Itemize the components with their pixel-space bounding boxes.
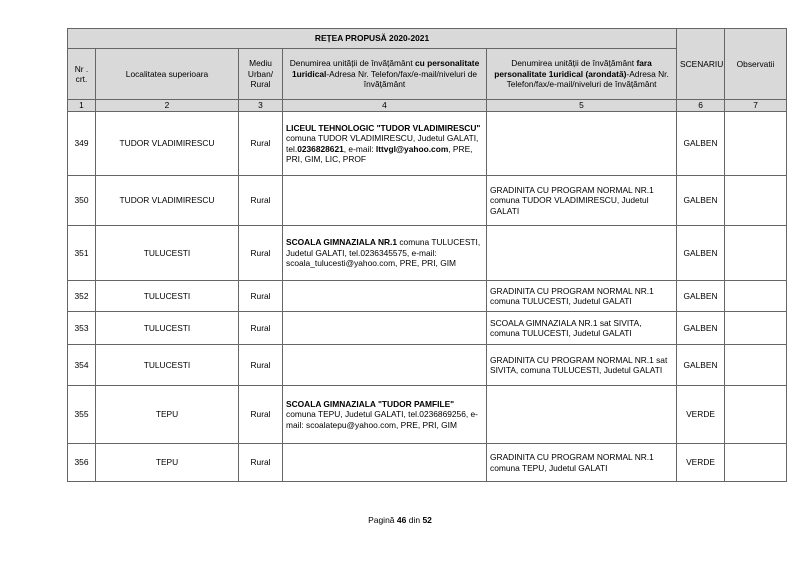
table-row [68, 176, 787, 226]
table-row [68, 386, 787, 444]
unit-with-pj-name: SCOALA GIMNAZIALA NR.1 [286, 237, 398, 248]
title-row [68, 29, 787, 49]
row-number: 351 [68, 226, 96, 281]
column-number: 2 [96, 100, 239, 112]
column-number-row [68, 100, 787, 112]
header-unit-without-pj-pre: Denumirea unității de învățământ [511, 58, 637, 69]
row-observatii [725, 176, 787, 226]
table-row [68, 345, 787, 386]
unit-with-pj-address: comuna TULUCESTI, Judetul GALATI, tel.0236345575, e-mail: scoala_tulucesti@yahoo.com, PRE, PRI, GIM [286, 237, 481, 269]
row-number: 356 [68, 444, 96, 482]
column-number: 4 [283, 100, 487, 112]
row-localitate: TULUCESTI [96, 312, 239, 345]
table-row [68, 312, 787, 345]
row-localitate: TUDOR VLADIMIRESCU [96, 112, 239, 176]
row-observatii [725, 112, 787, 176]
row-localitate: TUDOR VLADIMIRESCU [96, 176, 239, 226]
row-observatii [725, 444, 787, 482]
header-unit-without-pj-bold1: fara [636, 58, 652, 69]
unit-with-pj-levels: , PRE, PRI, GIM, LIC, PROF [286, 143, 473, 164]
row-unit-without-pj: GRADINITA CU PROGRAM NORMAL NR.1 sat SIVITA, comuna TULUCESTI, Judetul GALATI [487, 345, 677, 386]
footer-prefix: Pagină [368, 515, 397, 525]
row-mediu: Rural [239, 112, 283, 176]
row-unit-without-pj: GRADINITA CU PROGRAM NORMAL NR.1 comuna TUDOR VLADIMIRESCU, Judetul GALATI [487, 176, 677, 226]
footer-middle: din [406, 515, 423, 525]
row-unit-with-pj [283, 444, 487, 482]
unit-with-pj-email-label: , e-mail: [343, 143, 376, 154]
header-unit-with-pj-bold2: personalitate 1uridical [291, 58, 480, 79]
school-network-table [67, 28, 787, 482]
row-unit-without-pj [487, 226, 677, 281]
row-unit-with-pj [283, 312, 487, 345]
row-observatii [725, 386, 787, 444]
row-unit-without-pj [487, 386, 677, 444]
unit-with-pj-name: LICEUL TEHNOLOGIC "TUDOR VLADIMIRESCU" [286, 122, 481, 133]
unit-with-pj-email: lttvgl@yahoo.com [375, 143, 449, 154]
header-localitate: Localitatea superioara [96, 49, 239, 100]
row-unit-with-pj [283, 226, 487, 281]
row-number: 352 [68, 281, 96, 312]
header-unit-with-pj [283, 49, 487, 100]
table-row [68, 444, 787, 482]
row-mediu: Rural [239, 312, 283, 345]
row-number: 350 [68, 176, 96, 226]
row-localitate: TULUCESTI [96, 345, 239, 386]
row-scenariu: GALBEN [677, 176, 725, 226]
row-scenariu: GALBEN [677, 312, 725, 345]
header-unit-with-pj-pre: Denumirea unității de învățământ [289, 58, 415, 69]
row-scenariu: GALBEN [677, 345, 725, 386]
header-unit-without-pj-post: -Adresa Nr. Telefon/fax/e-mail/niveluri de învățământ [506, 68, 669, 90]
row-mediu: Rural [239, 281, 283, 312]
row-localitate: TEPU [96, 444, 239, 482]
row-scenariu: GALBEN [677, 281, 725, 312]
row-number: 349 [68, 112, 96, 176]
table-row [68, 281, 787, 312]
row-unit-with-pj [283, 345, 487, 386]
row-unit-with-pj [283, 112, 487, 176]
header-scenariu: SCENARIU [677, 29, 725, 100]
page-footer [0, 515, 800, 525]
row-observatii [725, 312, 787, 345]
row-observatii [725, 226, 787, 281]
column-number: 7 [725, 100, 787, 112]
header-unit-with-pj-post: -Adresa Nr. Telefon/fax/e-mail/niveluri de învățământ [326, 68, 478, 90]
row-localitate: TULUCESTI [96, 281, 239, 312]
unit-with-pj-phone: 0236828621 [297, 143, 344, 154]
row-mediu: Rural [239, 226, 283, 281]
row-unit-without-pj: GRADINITA CU PROGRAM NORMAL NR.1 comuna TEPU, Judetul GALATI [487, 444, 677, 482]
row-unit-with-pj [283, 386, 487, 444]
row-scenariu: VERDE [677, 444, 725, 482]
column-number: 3 [239, 100, 283, 112]
header-observatii: Observatii [725, 29, 787, 100]
row-scenariu: VERDE [677, 386, 725, 444]
table-title: REȚEA PROPUSĂ 2020-2021 [68, 29, 677, 49]
row-unit-without-pj: GRADINITA CU PROGRAM NORMAL NR.1 comuna TULUCESTI, Judetul GALATI [487, 281, 677, 312]
row-number: 354 [68, 345, 96, 386]
row-scenariu: GALBEN [677, 112, 725, 176]
header-unit-without-pj-bold2: personalitate 1uridical (arondată) [494, 68, 627, 79]
row-scenariu: GALBEN [677, 226, 725, 281]
table-row [68, 112, 787, 176]
row-number: 355 [68, 386, 96, 444]
row-unit-with-pj [283, 176, 487, 226]
footer-page-total: 52 [422, 515, 432, 525]
unit-with-pj-address: comuna TUDOR VLADIMIRESCU, Judetul GALATI, tel. [286, 133, 479, 154]
column-number: 5 [487, 100, 677, 112]
header-nr: Nr . crt. [68, 49, 96, 100]
footer-page-number: 46 [396, 515, 407, 525]
row-mediu: Rural [239, 176, 283, 226]
header-unit-without-pj [487, 49, 677, 100]
row-unit-with-pj [283, 281, 487, 312]
row-unit-without-pj [487, 112, 677, 176]
column-number: 1 [68, 100, 96, 112]
unit-with-pj-address: comuna TEPU, Judetul GALATI, tel.0236869256, e-mail: scoalatepu@yahoo.com, PRE, PRI, GIM [286, 409, 478, 430]
row-localitate: TEPU [96, 386, 239, 444]
unit-with-pj-name: SCOALA GIMNAZIALA "TUDOR PAMFILE" [286, 398, 455, 409]
row-localitate: TULUCESTI [96, 226, 239, 281]
row-mediu: Rural [239, 345, 283, 386]
row-number: 353 [68, 312, 96, 345]
header-unit-with-pj-bold1: cu [414, 58, 425, 69]
table-row [68, 226, 787, 281]
row-mediu: Rural [239, 386, 283, 444]
row-mediu: Rural [239, 444, 283, 482]
row-unit-without-pj: SCOALA GIMNAZIALA NR.1 sat SIVITA, comuna TULUCESTI, Judetul GALATI [487, 312, 677, 345]
header-mediu: Mediu Urban/ Rural [239, 49, 283, 100]
row-observatii [725, 345, 787, 386]
row-observatii [725, 281, 787, 312]
column-number: 6 [677, 100, 725, 112]
